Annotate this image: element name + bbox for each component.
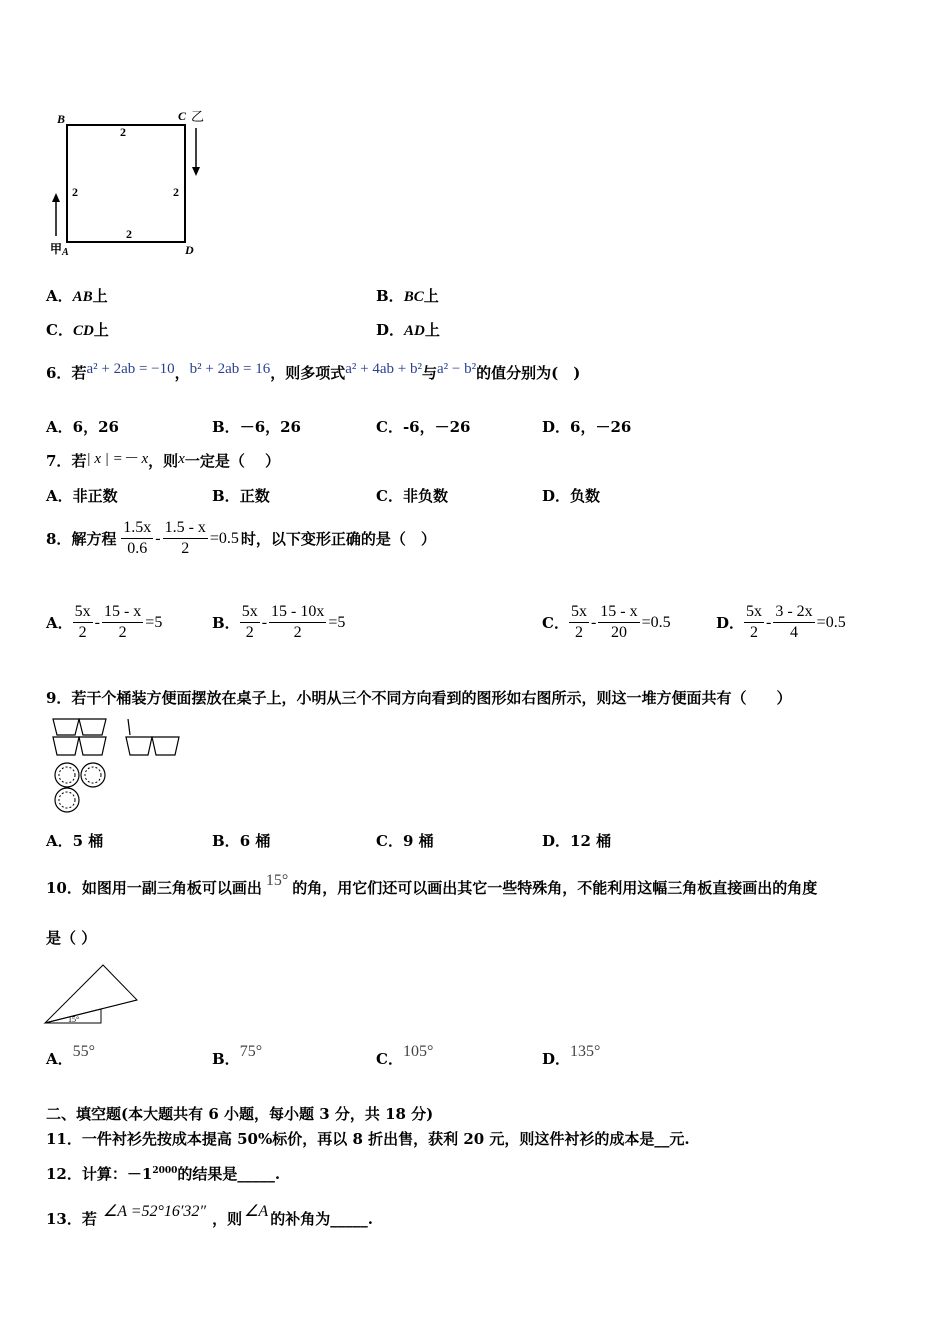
q8-option-a[interactable]: A． $\frac{5x}{2}$ - $\frac{15 - x}{2}$ =5 bbox=[46, 603, 163, 641]
q7-option-b[interactable]: B．正数 bbox=[212, 487, 270, 505]
q10-option-d[interactable]: D．135° bbox=[542, 1043, 601, 1068]
label-yi: 乙 bbox=[191, 110, 205, 125]
q6-eq2: b² + 2ab = 16 bbox=[189, 361, 271, 377]
q5-option-c[interactable]: C．CD上 bbox=[46, 321, 109, 339]
q5-option-a[interactable]: A．AB上 bbox=[46, 287, 108, 305]
q6-option-b[interactable]: B．－6，26 bbox=[212, 418, 301, 436]
front-view bbox=[53, 719, 106, 755]
side-left: 2 bbox=[72, 185, 78, 199]
square-path-figure bbox=[44, 104, 224, 262]
triangle-rulers-figure bbox=[42, 960, 142, 1030]
q13-text: 13．若 ∠A =52°16′32″ ，则 ∠A 的补角为_____. bbox=[46, 1203, 373, 1228]
label-A: A bbox=[62, 247, 69, 258]
q10-option-b[interactable]: B．75° bbox=[212, 1043, 263, 1068]
side-top: 2 bbox=[120, 125, 126, 139]
q12-text: 12．计算：$-1^{2000}$的结果是_____. bbox=[46, 1165, 281, 1183]
q10-option-c[interactable]: C．105° bbox=[376, 1043, 434, 1068]
q6-expr2: a² − b² bbox=[437, 361, 477, 377]
label-jia: 甲 bbox=[50, 242, 63, 256]
q10-stem: 10．如图用一副三角板可以画出 15° 的角，用它们还可以画出其它一些特殊角，不能利用这幅三角板直接画出的角度 bbox=[46, 872, 818, 897]
triangle-upper bbox=[45, 965, 137, 1023]
q5-option-b[interactable]: B．BC上 bbox=[376, 287, 439, 305]
q10-stem-line2: 是（ ） bbox=[46, 929, 97, 947]
q11-text: 11．一件衬衫先按成本提高 50%标价，再以 8 折出售，获利 20 元，则这件衬衫的成本是__元. bbox=[46, 1130, 690, 1148]
q8-option-c[interactable]: C． $\frac{5x}{2}$ - $\frac{15 - x}{20}$ =0.5 bbox=[542, 603, 671, 641]
q8-frac2: $\frac{1.5 - x}{2}$ bbox=[164, 519, 206, 557]
square-outline bbox=[67, 125, 185, 242]
q10-option-a[interactable]: A．55° bbox=[46, 1043, 96, 1068]
q6-option-d[interactable]: D．6，－26 bbox=[542, 418, 632, 436]
label-D: D bbox=[185, 243, 194, 257]
section2-heading: 二、填空题(本大题共有 6 小题，每小题 3 分，共 18 分) bbox=[46, 1105, 434, 1123]
q5-option-d[interactable]: D．AD上 bbox=[376, 321, 440, 339]
q13-a: ∠A bbox=[244, 1203, 269, 1220]
label-B: B bbox=[57, 112, 66, 126]
q7-x: x bbox=[178, 451, 185, 467]
arrow-up-head bbox=[52, 193, 60, 202]
top-view bbox=[55, 763, 105, 812]
q8-option-d[interactable]: D． $\frac{5x}{2}$ - $\frac{3 - 2x}{4}$ =0.5 bbox=[716, 603, 846, 641]
q7-option-c[interactable]: C．非负数 bbox=[376, 487, 448, 505]
q6-stem: 6．若a² + 2ab = −10，b² + 2ab = 16，则多项式a² + 4ab + b²与a² − b²的值分别为( ) bbox=[46, 361, 581, 382]
q6-expr1: a² + 4ab + b² bbox=[345, 361, 422, 377]
q8-stem: 8．解方程 $\frac{1.5x}{0.6}$ - $\frac{1.5 - x}{2}$ =0.5 时，以下变形正确的是（ ） bbox=[46, 519, 436, 557]
q7-stem: 7．若| x | =－ x，则x一定是（ ） bbox=[46, 451, 281, 470]
q7-abs-expr: | x | =－ x bbox=[86, 451, 149, 467]
side-bottom: 2 bbox=[126, 227, 132, 241]
q9-option-c[interactable]: C．9 桶 bbox=[376, 832, 434, 850]
q13-angle: ∠A =52°16′32″ bbox=[102, 1203, 207, 1220]
q6-option-a[interactable]: A．6，26 bbox=[46, 418, 119, 436]
q9-option-b[interactable]: B．6 桶 bbox=[212, 832, 271, 850]
q10-angle: 15° bbox=[265, 872, 289, 889]
q9-option-d[interactable]: D．12 桶 bbox=[542, 832, 612, 850]
label-C: C bbox=[178, 109, 187, 123]
q9-stem: 9．若干个桶装方便面摆放在桌子上，小明从三个不同方向看到的图形如右图所示，则这一堆方便面共有（ ） bbox=[46, 689, 792, 707]
q7-option-d[interactable]: D．负数 bbox=[542, 487, 601, 505]
q8-frac1: $\frac{1.5x}{0.6}$ bbox=[123, 519, 152, 557]
q9-option-a[interactable]: A．5 桶 bbox=[46, 832, 104, 850]
q8-option-b[interactable]: B． $\frac{5x}{2}$ - $\frac{15 - 10x}{2}$ =5 bbox=[212, 603, 346, 641]
q7-option-a[interactable]: A．非正数 bbox=[46, 487, 118, 505]
fig-angle-label: 15° bbox=[68, 1015, 80, 1024]
side-right: 2 bbox=[173, 185, 179, 199]
side-view bbox=[126, 719, 179, 755]
q6-eq1: a² + 2ab = −10 bbox=[86, 361, 175, 377]
q6-option-c[interactable]: C．-6，－26 bbox=[376, 418, 471, 436]
q9-views-figure bbox=[48, 716, 188, 816]
arrow-down-head bbox=[192, 167, 200, 176]
